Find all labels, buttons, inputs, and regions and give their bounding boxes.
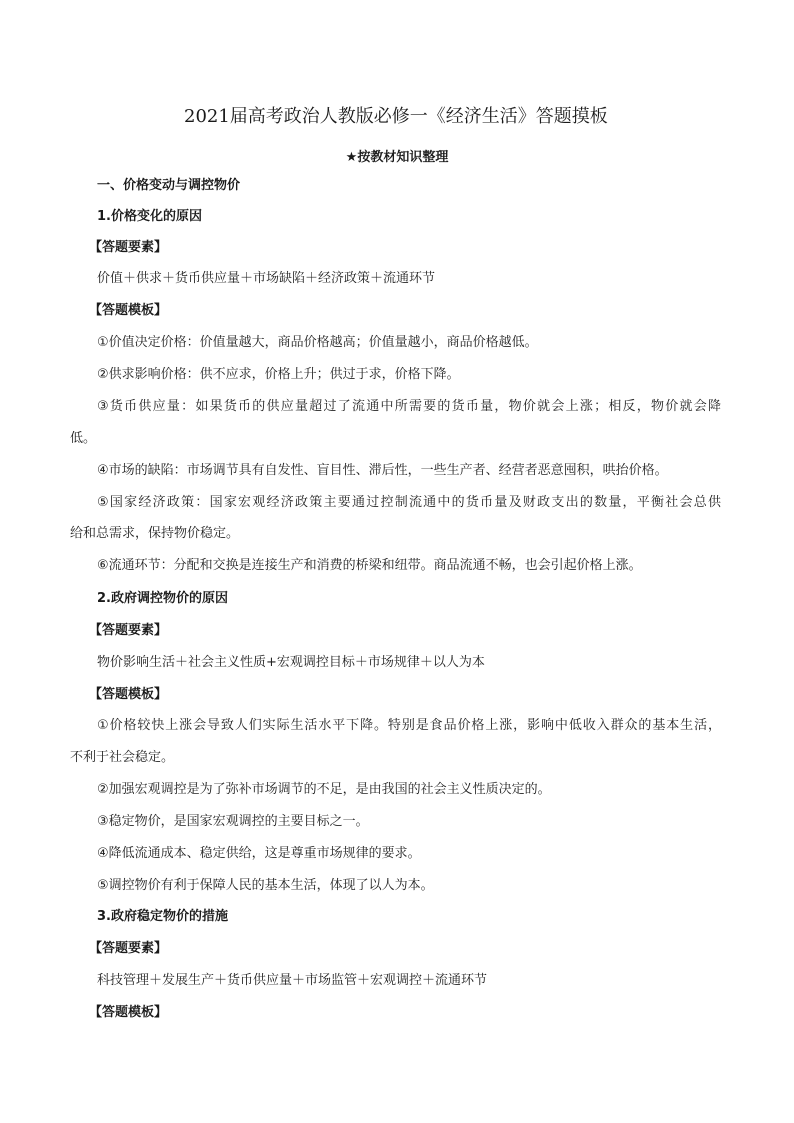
part2-item: ③稳定物价，是国家宏观调控的主要目标之一。 bbox=[97, 814, 369, 829]
part1-elements-text: 价值＋供求＋货币供应量＋市场缺陷＋经济政策＋流通环节 bbox=[97, 271, 436, 286]
part1-item: ①价值决定价格：价值量越大，商品价格越高；价值量越小，商品价格越低。 bbox=[97, 335, 538, 350]
part1-item: ②供求影响价格：供不应求，价格上升；供过于求，价格下降。 bbox=[97, 367, 460, 382]
part2-item-continued: 不利于社会稳定。 bbox=[70, 750, 175, 765]
part2-heading: 2.政府调控物价的原因 bbox=[97, 591, 228, 606]
part2-item: ⑤调控物价有利于保障人民的基本生活，体现了以人为本。 bbox=[97, 878, 434, 893]
part1-item-continued: 低。 bbox=[70, 431, 97, 446]
part1-item: ④市场的缺陷：市场调节具有自发性、盲目性、滞后性，一些生产者、经营者恶意囤积，哄抬价格。 bbox=[97, 463, 668, 478]
part3-heading: 3.政府稳定物价的措施 bbox=[97, 909, 228, 924]
part1-heading: 1.价格变化的原因 bbox=[97, 209, 202, 224]
part2-item: ①价格较快上涨会导致人们实际生活水平下降。特别是食品价格上涨，影响中低收入群众的基本生活， bbox=[97, 718, 721, 733]
section-heading: 一、价格变动与调控物价 bbox=[97, 178, 241, 193]
part2-elements-label: 【答题要素】 bbox=[89, 623, 168, 638]
part2-item: ②加强宏观调控是为了弥补市场调节的不足，是由我国的社会主义性质决定的。 bbox=[97, 782, 551, 797]
document-title: 2021届高考政治人教版必修一《经济生活》答题摸板 bbox=[184, 106, 608, 127]
part1-item-continued: 给和总需求，保持物价稳定。 bbox=[70, 526, 240, 541]
part3-template-label: 【答题模板】 bbox=[89, 1005, 168, 1020]
part1-template-label: 【答题模板】 bbox=[89, 303, 168, 318]
part1-item: ⑥流通环节：分配和交换是连接生产和消费的桥梁和纽带。商品流通不畅，也会引起价格上涨。 bbox=[97, 558, 642, 573]
document-subtitle: ★按教材知识整理 bbox=[345, 150, 449, 165]
part2-template-label: 【答题模板】 bbox=[89, 687, 168, 702]
part3-elements-text: 科技管理＋发展生产＋货币供应量＋市场监管＋宏观调控＋流通环节 bbox=[97, 973, 488, 988]
part3-elements-label: 【答题要素】 bbox=[89, 941, 168, 956]
part2-item: ④降低流通成本、稳定供给，这是尊重市场规律的要求。 bbox=[97, 846, 421, 861]
part2-elements-text: 物价影响生活＋社会主义性质+宏观调控目标＋市场规律＋以人为本 bbox=[97, 655, 485, 670]
part1-item: ③货币供应量：如果货币的供应量超过了流通中所需要的货币量，物价就会上涨；相反，物价就会降 bbox=[97, 399, 721, 414]
part1-item: ⑤国家经济政策：国家宏观经济政策主要通过控制流通中的货币量及财政支出的数量，平衡社会总供 bbox=[97, 495, 721, 510]
part1-elements-label: 【答题要素】 bbox=[89, 240, 168, 255]
